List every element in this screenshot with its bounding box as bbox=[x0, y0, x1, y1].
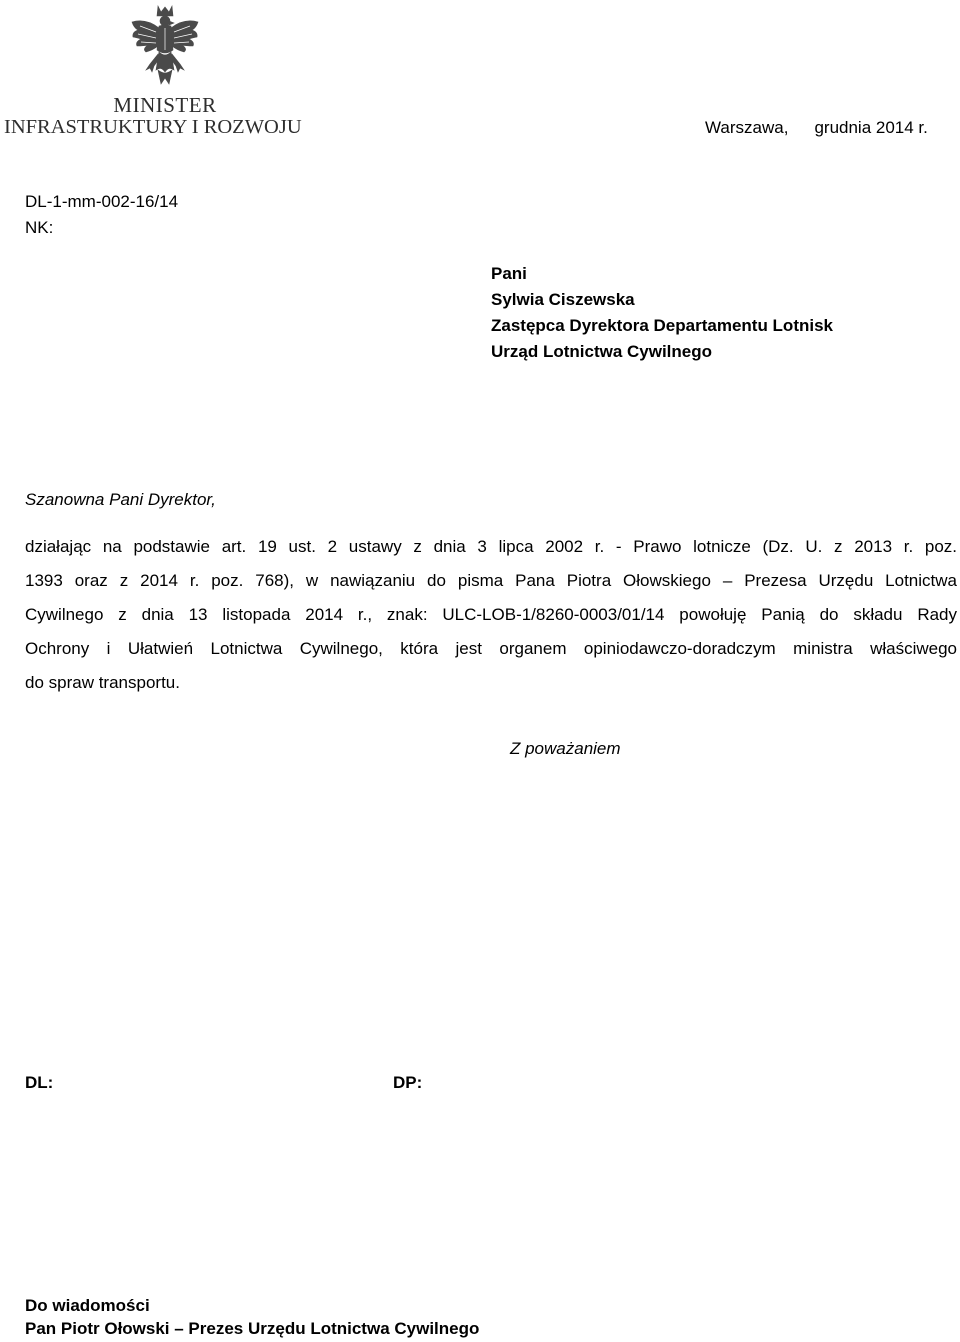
nk-label: NK: bbox=[25, 218, 54, 237]
eagle-emblem-icon bbox=[128, 4, 202, 88]
recipient-block bbox=[491, 261, 833, 365]
dp-approval-label: DP: bbox=[393, 1073, 423, 1092]
copy-to-person: Pan Piotr Ołowski – Prezes Urzędu Lotnictwa Cywilnego bbox=[25, 1319, 480, 1338]
ministry-name-line2: INFRASTRUKTURY I ROZWOJU bbox=[4, 116, 302, 138]
closing: Z poważaniem bbox=[510, 739, 621, 758]
body-line: Cywilnego z dnia 13 listopada 2014 r., znak: ULC-LOB-1/8260-0003/01/14 powołuję Panią do składu Rady bbox=[25, 605, 957, 624]
body-line: działając na podstawie art. 19 ust. 2 ustawy z dnia 3 lipca 2002 r. - Prawo lotnicze (Dz. U. z 2013 r. poz. bbox=[25, 537, 957, 556]
copy-to-title: Do wiadomości bbox=[25, 1296, 150, 1315]
recipient-name: Sylwia Ciszewska bbox=[491, 290, 635, 309]
body-line: Ochrony i Ułatwień Lotnictwa Cywilnego, która jest organem opiniodawczo-doradczym ministra właściwego bbox=[25, 639, 957, 658]
ministry-name-line1: MINISTER bbox=[113, 93, 217, 117]
salutation: Szanowna Pani Dyrektor, bbox=[25, 490, 216, 509]
body-line: 1393 oraz z 2014 r. poz. 768), w nawiązaniu do pisma Pana Piotra Ołowskiego – Prezesa Urzędu Lotnictwa bbox=[25, 571, 957, 590]
case-number: DL-1-mm-002-16/14 bbox=[25, 192, 179, 211]
recipient-institution: Urząd Lotnictwa Cywilnego bbox=[491, 342, 713, 361]
dl-approval-label: DL: bbox=[25, 1073, 54, 1092]
reference-block bbox=[25, 189, 178, 241]
place-date bbox=[705, 115, 928, 141]
letter-body bbox=[25, 530, 957, 700]
recipient-position: Zastępca Dyrektora Departamentu Lotnisk bbox=[491, 316, 833, 335]
place: Warszawa, bbox=[705, 118, 789, 137]
body-line: do spraw transportu. bbox=[25, 673, 180, 692]
date: grudnia 2014 r. bbox=[814, 118, 928, 137]
recipient-line: Pani bbox=[491, 264, 527, 283]
